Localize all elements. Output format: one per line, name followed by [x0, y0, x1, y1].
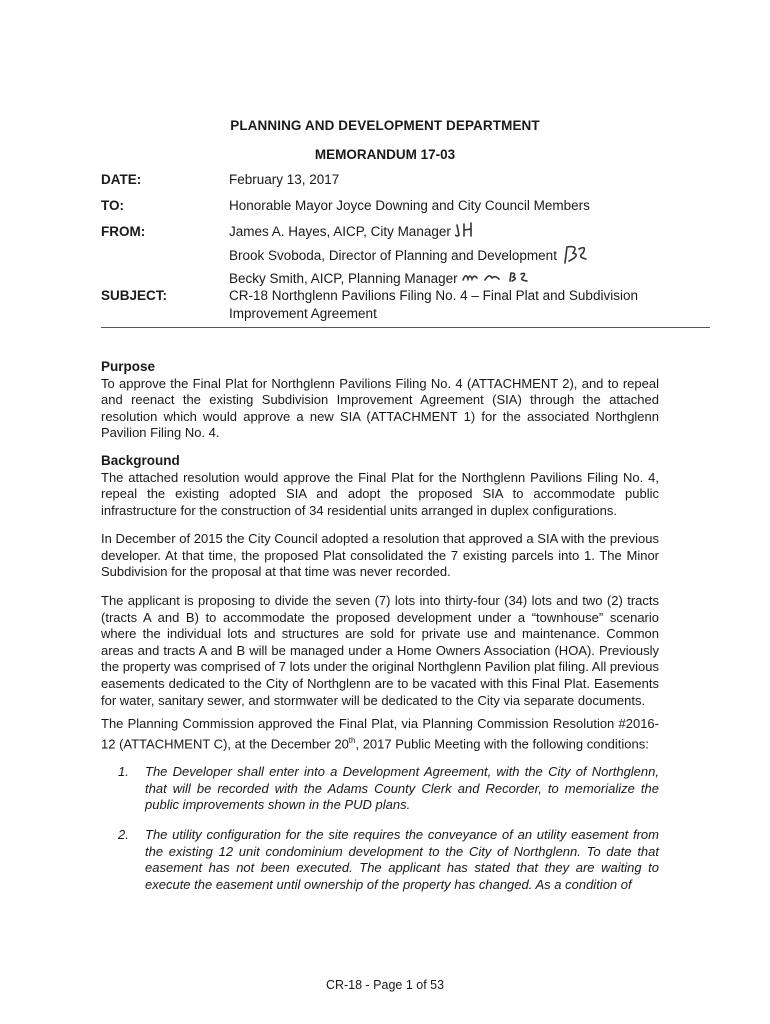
paragraph-4-text: The Planning Commission approved the Final Plat, via Planning Commission Resolution #2016-12 (ATTACHMENT C), at the December 20: [101, 716, 659, 751]
purpose-text: To approve the Final Plat for Northglenn Pavilions Filing No. 4 (ATTACHMENT 2), and to repeal and reenact the existing Subdivision Improvement Agreement (SIA) through the attached resolution which would approve a new SIA (ATTACHMENT 1) for the associated Northglenn Pavilion Filing No. 4.: [101, 375, 659, 441]
background-paragraph-3: The applicant is proposing to divide the seven (7) lots into thirty-four (34) lots and two (2) tracts (tracts A and B) to accommodate the proposed development under a “townhouse” scenario where the individual lots and structures are sold for private use and maintenance. Common areas and tracts A and B will be managed under a Home Owners Association (HOA). Previously the property was comprised of 7 lots under the original Northglenn Pavilion plat filing. All previous easements dedicated to the City of Northglenn are to be vacated with this Final Plat. Easements for water, sanitary sewer, and stormwater will be dedicated to the City via separate documents.: [101, 593, 659, 708]
department-title: PLANNING AND DEVELOPMENT DEPARTMENT: [230, 118, 540, 133]
from-block: [229, 222, 589, 289]
paragraph-4-text-end: , 2017 Public Meeting with the following conditions:: [355, 735, 649, 751]
condition-item: [118, 764, 659, 814]
from-name: James A. Hayes, AICP, City Manager: [229, 224, 451, 240]
date-value: February 13, 2017: [229, 172, 340, 187]
condition-item: [118, 827, 659, 893]
condition-number: 2.: [118, 827, 129, 842]
background-paragraph-4: [101, 716, 659, 753]
condition-text: The utility configuration for the site requires the conveyance of an utility easement from the existing 12 unit condominium development to the City of Northglenn. To date that easement has not been executed. The applicant has stated that they are waiting to execute the easement until ownership of the property has changed. As a condition of: [145, 827, 659, 892]
condition-number: 1.: [118, 764, 129, 779]
to-value: Honorable Mayor Joyce Downing and City Council Members: [229, 198, 590, 213]
to-label: TO:: [101, 198, 124, 213]
memo-number: MEMORANDUM 17-03: [314, 147, 456, 162]
purpose-heading: Purpose: [101, 359, 156, 374]
header-divider: [101, 327, 710, 328]
from-line-city-manager: [229, 222, 589, 243]
subject-label: SUBJECT:: [101, 288, 168, 303]
from-label: FROM:: [101, 224, 146, 239]
background-heading: Background: [101, 453, 180, 468]
initials-signature: [455, 222, 475, 243]
from-name: Becky Smith, AICP, Planning Manager: [229, 271, 458, 287]
signature-jh: [455, 222, 475, 238]
page-footer: CR-18 - Page 1 of 53: [325, 978, 445, 992]
condition-text: The Developer shall enter into a Development Agreement, with the City of Northglenn, that will be recorded with the Adams County Clerk and Recorder, to memorialize the public improvements shown in the PUD plans.: [145, 764, 659, 813]
background-paragraph-2: In December of 2015 the City Council adopted a resolution that approved a SIA with the previous developer. At that time, the proposed Plat consolidated the 7 existing parcels into 1. The Minor Subdivision for the proposal at that time was never recorded.: [101, 531, 659, 580]
subject-line: CR-18 Northglenn Pavilions Filing No. 4 – Final Plat and Subdivision: [229, 288, 638, 303]
background-paragraph-1: The attached resolution would approve the Final Plat for the Northglenn Pavilions Filing No. 4, repeal the existing adopted SIA and adopt the proposed SIA to accommodate public infrastructure for the construction of 34 residential units arranged in duplex configurations.: [101, 469, 659, 518]
from-name: Brook Svoboda, Director of Planning and Development: [229, 248, 557, 264]
ordinal-suffix: th: [348, 735, 356, 745]
signature-bs-2: [461, 270, 531, 284]
initials-signature: [561, 243, 589, 270]
purpose-section: [101, 359, 659, 442]
signature-bs: [561, 243, 589, 265]
subject-block: [229, 287, 638, 323]
subject-line: Improvement Agreement: [229, 306, 377, 321]
from-line-director: [229, 243, 589, 270]
date-label: DATE:: [101, 172, 142, 187]
background-section: [101, 453, 659, 519]
